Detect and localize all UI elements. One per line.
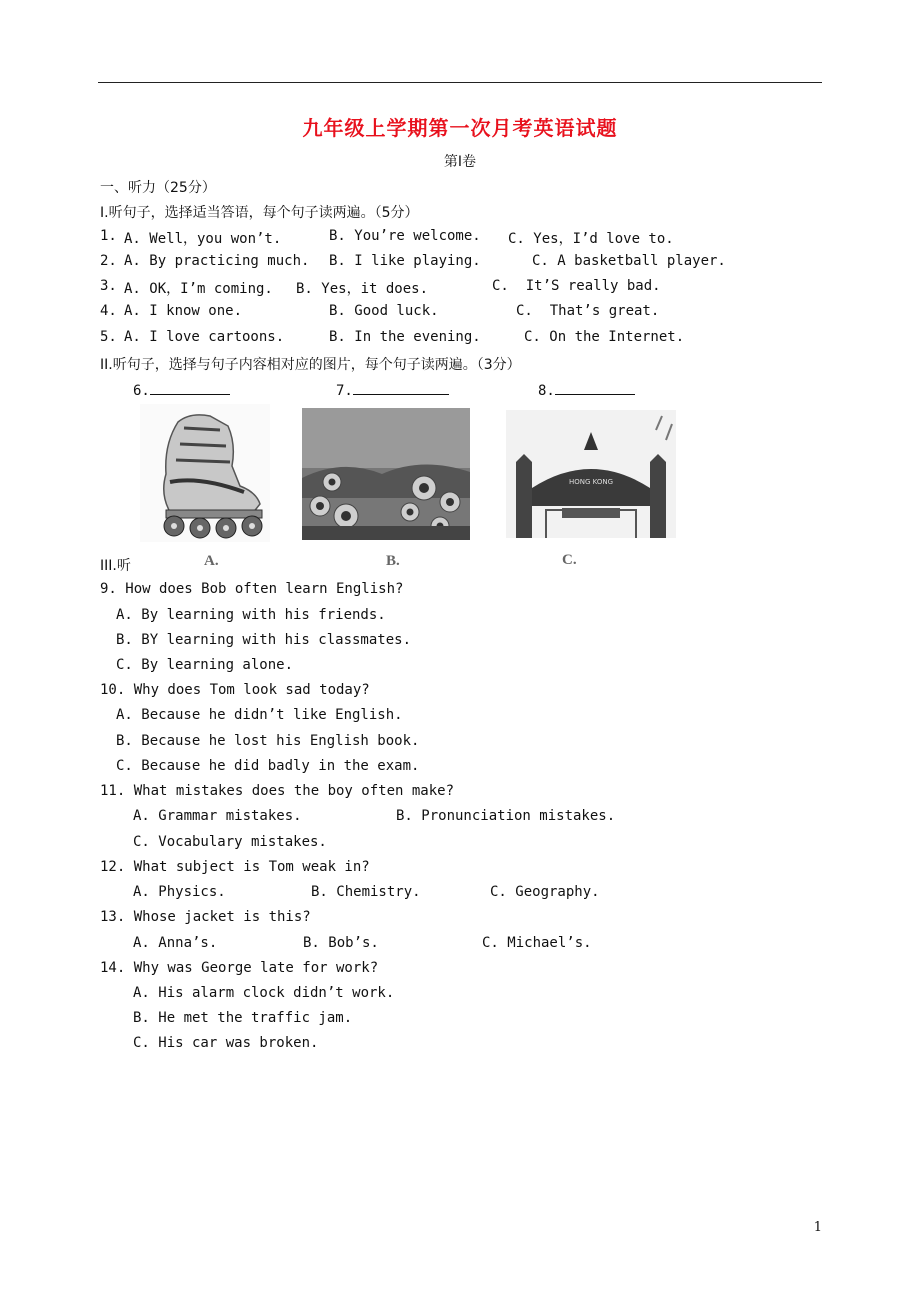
option-b: B. Bob’s. [303, 935, 379, 951]
option-c: C. On the Internet. [524, 329, 685, 345]
option-c: C. Geography. [490, 884, 600, 900]
answer-blank-7[interactable]: 7. [336, 380, 449, 399]
question-number: 4. [100, 303, 117, 319]
answer-blank-6[interactable]: 6. [133, 380, 230, 399]
page-title: 九年级上学期第一次月考英语试题 [302, 116, 618, 140]
option-a: A. Well，you won’t. [124, 231, 282, 247]
volume-label: 第Ⅰ卷 [443, 154, 477, 170]
option-c: C. By learning alone. [116, 657, 294, 673]
option-a: A. I know one. [124, 303, 243, 319]
option-a: A. His alarm clock didn’t work. [133, 985, 395, 1001]
question-14: 14. Why was George late for work? [100, 960, 379, 976]
question-12: 12. What subject is Tom weak in? [100, 859, 370, 875]
option-c: C. His car was broken. [133, 1035, 319, 1051]
option-b: B. He met the traffic jam. [133, 1010, 353, 1026]
option-b: B. Yes，it does. [296, 281, 429, 297]
option-b: B. You’re welcome. [329, 228, 481, 244]
sunflower-field-photo [302, 408, 470, 540]
option-c: C. Yes，I’d love to. [508, 231, 674, 247]
option-c: C. It’S really bad. [492, 278, 661, 294]
option-a: A. By learning with his friends. [116, 607, 386, 623]
option-a: A. By practicing much. [124, 253, 310, 269]
option-a: A. Physics. [133, 884, 226, 900]
option-a: A. I love cartoons. [124, 329, 285, 345]
option-a: A. Anna’s. [133, 935, 218, 951]
header-rule [98, 82, 822, 83]
question-10: 10. Why does Tom look sad today? [100, 682, 370, 698]
option-c: C. A basketball player. [532, 253, 726, 269]
picture-label-a: A. [204, 553, 219, 569]
option-b: B. BY learning with his classmates. [116, 632, 412, 648]
section-heading: 一、听力（25分） [100, 180, 216, 196]
question-number: 5. [100, 329, 117, 345]
option-c: C. That’s great. [516, 303, 660, 319]
question-number: 3. [100, 278, 117, 294]
option-b: B. In the evening. [329, 329, 481, 345]
gate-sign-text: HONG KONG [568, 478, 614, 486]
part2-instruction: II.听句子，选择与句子内容相对应的图片，每个句子读两遍。（3分） [100, 357, 521, 373]
option-b: B. Pronunciation mistakes. [396, 808, 616, 824]
picture-label-b: B. [386, 553, 400, 569]
option-a: A. OK，I’m coming. [124, 281, 273, 297]
question-9: 9. How does Bob often learn English? [100, 581, 404, 597]
answer-blank-8[interactable]: 8. [538, 380, 635, 399]
part3-instruction: III.听 [100, 558, 131, 574]
option-b: B. Chemistry. [311, 884, 421, 900]
option-b: B. I like playing. [329, 253, 481, 269]
question-13: 13. Whose jacket is this? [100, 909, 311, 925]
option-c: C. Because he did badly in the exam. [116, 758, 420, 774]
part1-instruction: I.听句子，选择适当答语，每个句子读两遍。（5分） [100, 205, 419, 221]
option-b: B. Good luck. [329, 303, 439, 319]
question-number: 1. [100, 228, 117, 244]
option-c: C. Vocabulary mistakes. [133, 834, 327, 850]
hong-kong-gate-photo [506, 410, 676, 538]
picture-label-c: C. [562, 552, 577, 568]
option-a: A. Grammar mistakes. [133, 808, 302, 824]
page-number: 1 [813, 1220, 822, 1235]
option-c: C. Michael’s. [482, 935, 592, 951]
option-b: B. Because he lost his English book. [116, 733, 420, 749]
question-11: 11. What mistakes does the boy often make? [100, 783, 455, 799]
question-number: 2. [100, 253, 117, 269]
option-a: A. Because he didn’t like English. [116, 707, 403, 723]
roller-skate-photo [140, 404, 270, 542]
